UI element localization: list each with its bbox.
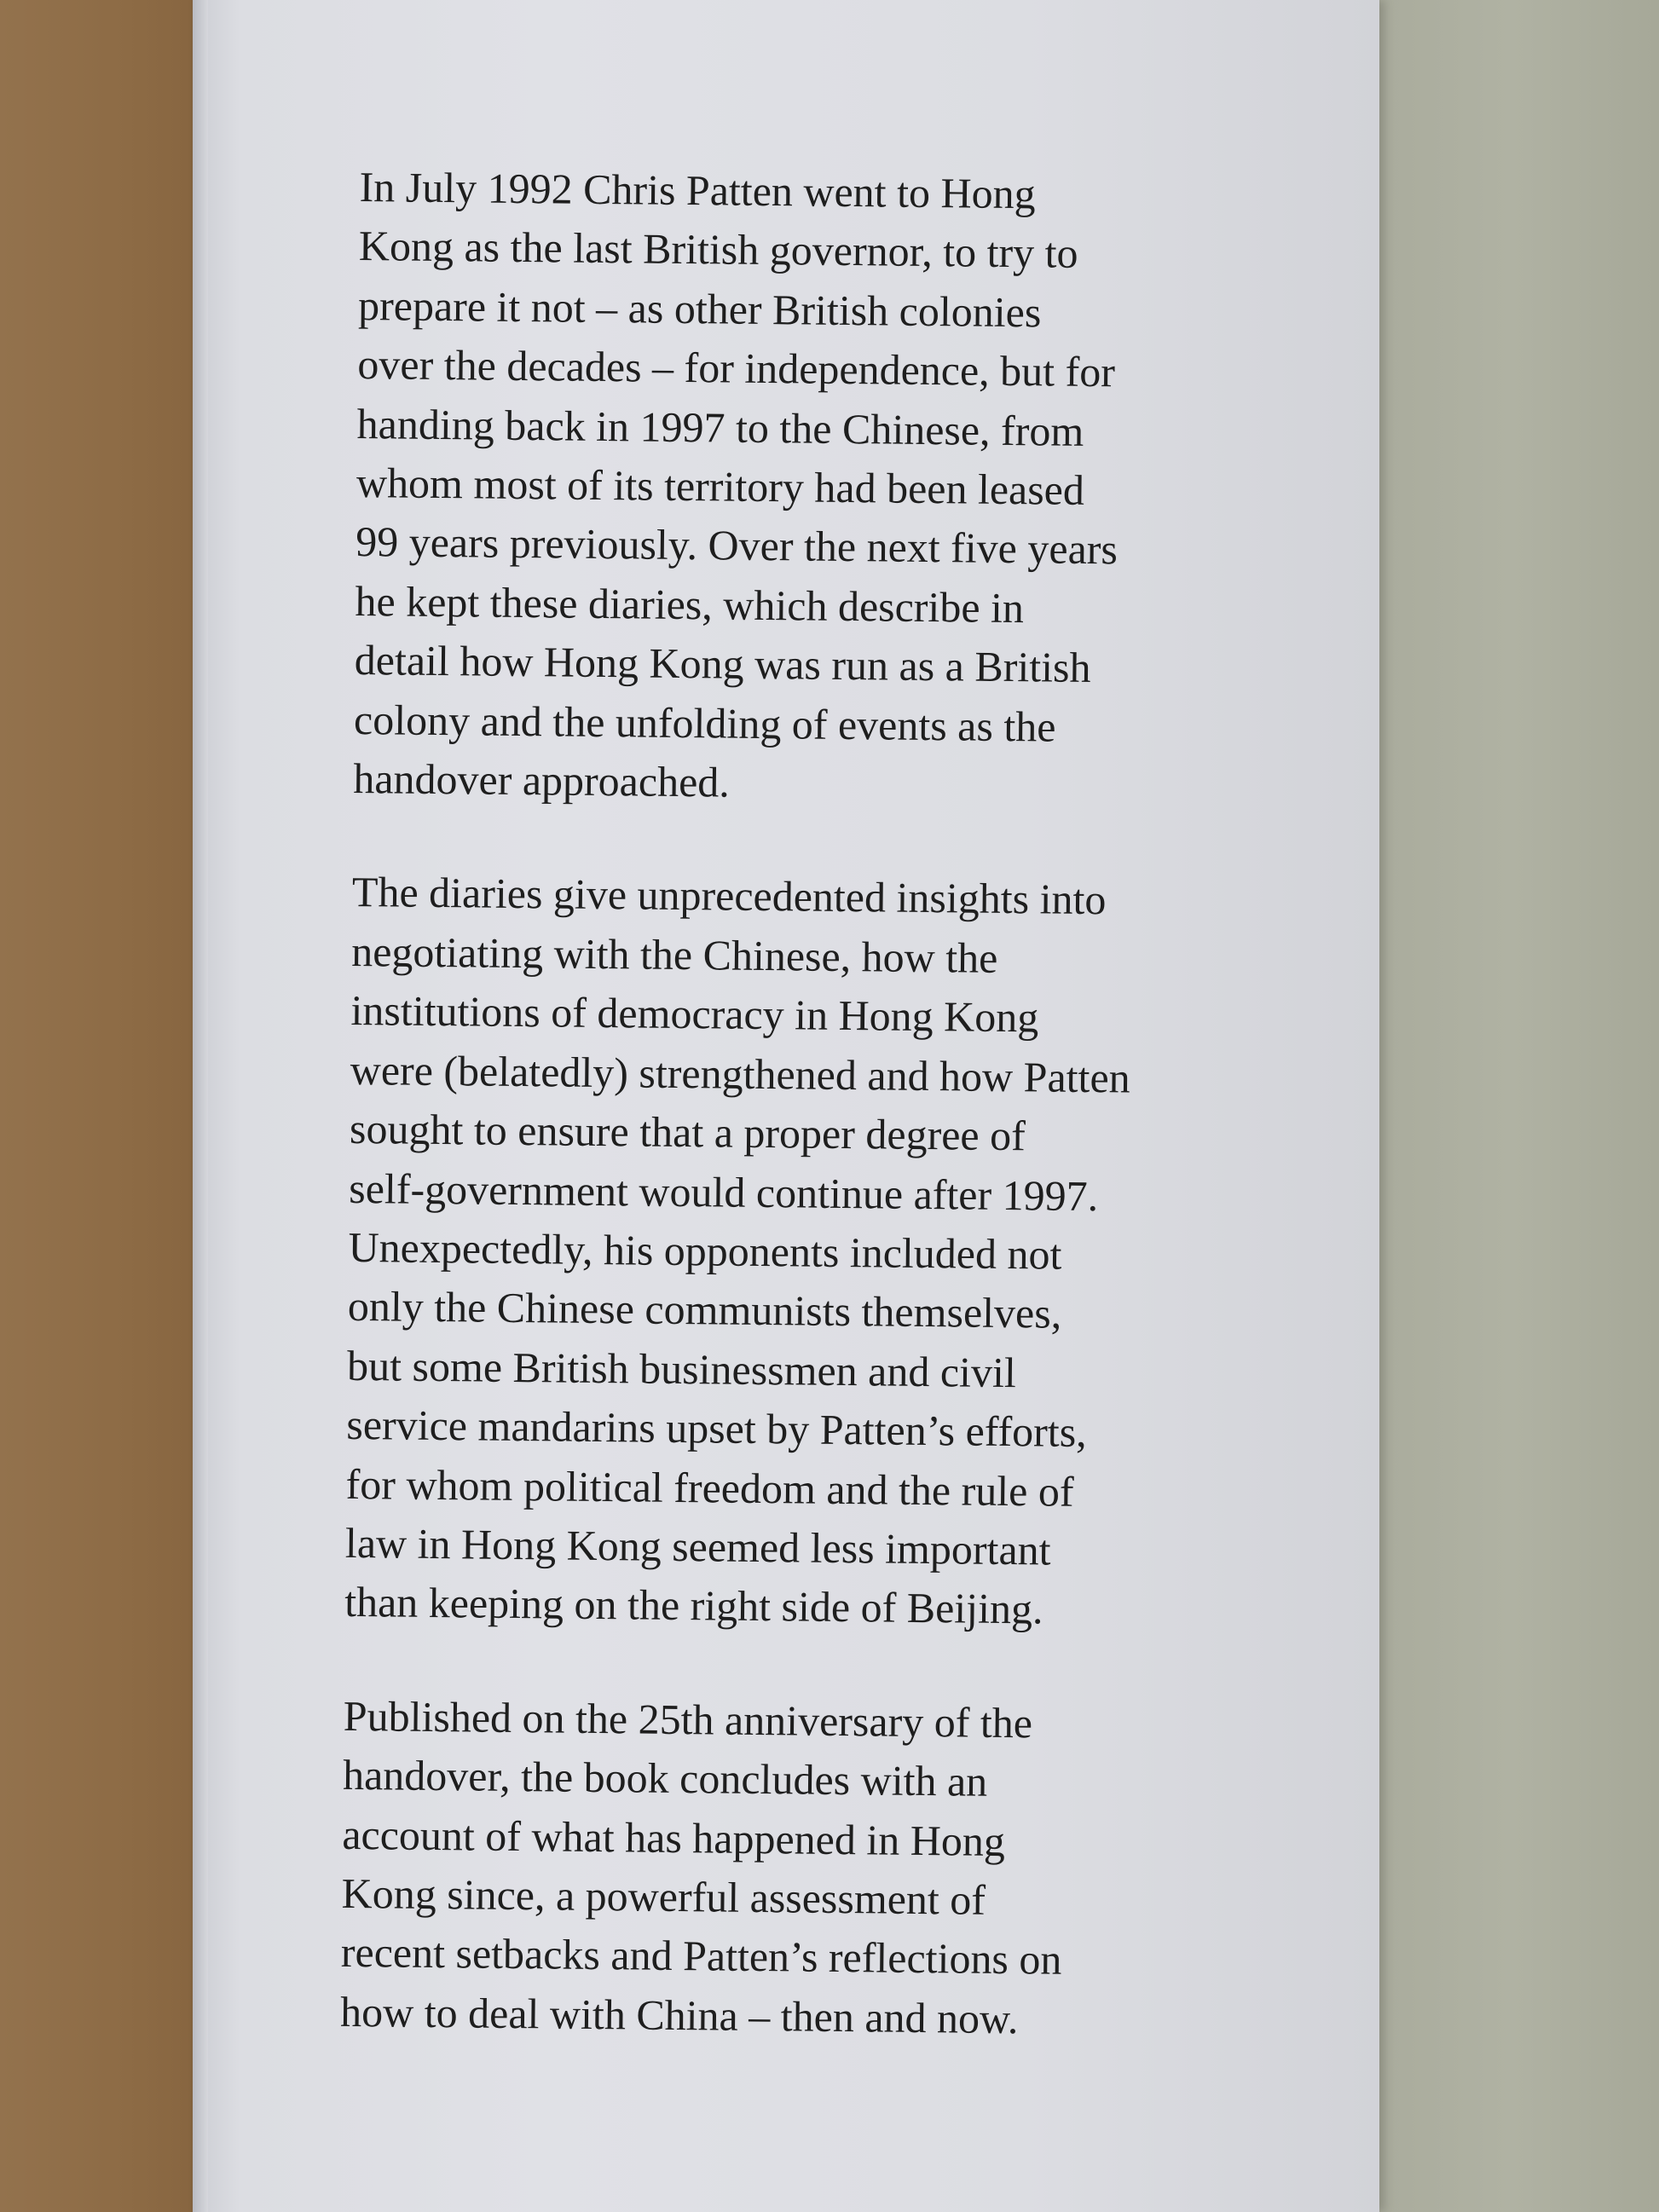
text-line: prepare it not – as other British colonies xyxy=(357,280,1042,337)
text-line: but some British businessmen and civil xyxy=(346,1341,1017,1396)
blurb-paragraph-1 xyxy=(353,158,1280,818)
text-line: self-government would continue after 1997. xyxy=(349,1164,1099,1220)
text-line: service mandarins upset by Patten’s efforts, xyxy=(346,1401,1087,1457)
text-line: Published on the 25th anniversary of the xyxy=(343,1691,1033,1747)
text-line: whom most of its territory had been leased xyxy=(356,459,1085,514)
background-left-surface xyxy=(0,0,213,2212)
text-line: account of what has happened in Hong xyxy=(342,1810,1006,1865)
text-line: over the decades – for independence, but for xyxy=(357,340,1116,396)
text-line: law in Hong Kong seemed less important xyxy=(344,1518,1051,1574)
text-line: negotiating with the Chinese, how the xyxy=(350,927,998,982)
text-line: Kong as the last British governor, to try to xyxy=(358,222,1078,278)
text-line: colony and the unfolding of events as the xyxy=(353,695,1056,751)
flap-fold-edge xyxy=(193,0,208,2212)
blurb-paragraph-2 xyxy=(344,863,1273,1642)
text-line: Kong since, a powerful assessment of xyxy=(341,1868,986,1924)
blurb-paragraph-3 xyxy=(340,1687,1264,2052)
text-line: handover, the book concludes with an xyxy=(342,1751,988,1805)
text-line: 99 years previously. Over the next five years xyxy=(355,517,1119,574)
text-line: for whom political freedom and the rule of xyxy=(345,1459,1074,1516)
text-line: institutions of democracy in Hong Kong xyxy=(350,986,1039,1042)
text-line: In July 1992 Chris Patten went to Hong xyxy=(359,162,1036,218)
text-line: sought to ensure that a proper degree of xyxy=(349,1105,1026,1160)
text-line: recent setbacks and Patten’s reflections on xyxy=(340,1928,1062,1984)
blurb-text xyxy=(340,158,1280,2051)
background-right-surface xyxy=(1364,0,1659,2212)
text-line: he kept these diaries, which describe in xyxy=(355,576,1025,632)
text-line: The diaries give unprecedented insights into xyxy=(351,868,1107,924)
text-line: handing back in 1997 to the Chinese, from xyxy=(356,399,1084,455)
text-line: detail how Hong Kong was run as a British xyxy=(354,636,1091,692)
text-line: handover approached. xyxy=(353,754,731,806)
text-line: than keeping on the right side of Beijing. xyxy=(344,1578,1043,1633)
text-line: were (belatedly) strengthened and how Patten xyxy=(350,1045,1130,1102)
text-line: how to deal with China – then and now. xyxy=(339,1987,1019,2042)
text-line: Unexpectedly, his opponents included not xyxy=(348,1222,1062,1279)
text-line: only the Chinese communists themselves, xyxy=(347,1282,1062,1338)
